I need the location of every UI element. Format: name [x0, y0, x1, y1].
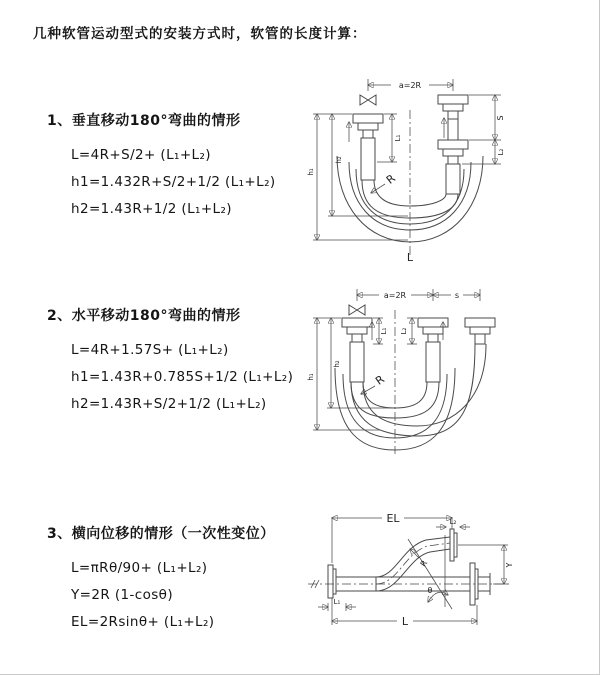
braided-hose-section — [350, 342, 364, 382]
radius-annotation — [361, 372, 387, 394]
left-flange-fitting — [342, 318, 372, 382]
dim-label-h1: h₁ — [307, 373, 315, 381]
dim-label-h2: h₂ — [335, 156, 343, 164]
dim-label-l1: L₁ — [394, 134, 402, 142]
dimension-el — [332, 512, 452, 563]
dimension-a2r — [357, 289, 433, 301]
hose-u-bend-curves — [335, 344, 486, 450]
dim-label-r: R — [383, 171, 398, 187]
braided-hose-section — [426, 342, 440, 382]
dim-label-y: Y — [505, 562, 514, 568]
dim-label-l2: L₂ — [497, 148, 505, 156]
formula-line: h1=1.432R+S/2+1/2 (L₁+L₂) — [71, 174, 276, 190]
dimension-y — [458, 545, 514, 584]
radius-annotation — [410, 549, 429, 568]
right-flange-fitting — [465, 318, 495, 344]
section-2-formulas — [47, 337, 293, 418]
dim-label-el: EL — [386, 512, 400, 525]
dim-label-l2: L₂ — [400, 327, 408, 335]
dimension-a2r — [368, 79, 453, 91]
dim-label-h2: h₂ — [333, 360, 341, 368]
dimension-h2 — [328, 114, 408, 216]
dim-label-r: R — [373, 372, 387, 388]
formula-line: h1=1.43R+0.785S+1/2 (L₁+L₂) — [71, 369, 294, 385]
dim-label-h1: h₁ — [307, 168, 315, 176]
valve-icon — [349, 305, 365, 315]
dim-label-l1: L₁ — [333, 598, 341, 606]
dimension-s — [433, 289, 480, 301]
formula-line: EL=2Rsinθ+ (L₁+L₂) — [71, 614, 215, 630]
dim-label-l2: L₂ — [449, 518, 457, 526]
braided-hose-section — [446, 164, 460, 194]
section-horizontal-motion — [47, 305, 293, 418]
section-2-heading: 2、水平移动180°弯曲的情形 — [47, 308, 241, 324]
formula-line: L=πRθ/90+ (L₁+L₂) — [71, 560, 208, 576]
diagram-horizontal-u-bend — [305, 282, 565, 462]
formula-line: h2=1.43R+S/2+1/2 (L₁+L₂) — [71, 396, 267, 412]
dim-label-s: s — [454, 291, 460, 300]
dimension-s — [469, 95, 505, 140]
diagram-vertical-u-bend — [305, 70, 545, 265]
dim-label-a2r: a=2R — [398, 81, 422, 90]
section-3-formulas — [47, 555, 275, 636]
formula-line: L=4R+1.57S+ (L₁+L₂) — [71, 342, 229, 358]
formula-line: L=4R+S/2+ (L₁+L₂) — [71, 147, 211, 163]
section-vertical-motion — [47, 110, 276, 223]
dim-label-a2r: a=2R — [383, 291, 407, 300]
displaced-end-flange — [450, 529, 457, 561]
section-1-formulas — [47, 142, 276, 223]
section-lateral-displacement — [47, 523, 275, 636]
dim-label-l: L — [401, 615, 409, 628]
left-flange-fitting — [328, 565, 376, 598]
dim-label-l: L — [406, 251, 414, 264]
valve-icon — [360, 95, 376, 105]
dimension-l1 — [318, 598, 356, 611]
dim-label-l1: L₁ — [380, 327, 388, 335]
dim-label-theta: θ — [427, 586, 433, 595]
middle-flange-fitting — [418, 318, 448, 382]
dim-label-s: S — [496, 115, 505, 121]
hose-s-curve — [376, 537, 450, 591]
formula-line: Y=2R (1-cosθ) — [71, 587, 173, 603]
left-flange-fitting — [353, 114, 383, 180]
section-3-heading: 3、横向位移的情形（一次性变位） — [47, 526, 275, 542]
dimension-l1 — [377, 114, 402, 162]
diagram-lateral-displacement — [300, 503, 590, 648]
braided-hose-section — [361, 138, 375, 180]
formula-line: h2=1.43R+1/2 (L₁+L₂) — [71, 201, 232, 217]
dimension-l1 — [373, 318, 388, 344]
dimension-l2 — [436, 518, 470, 527]
section-1-heading: 1、垂直移动180°弯曲的情形 — [47, 113, 241, 129]
dimension-l — [332, 598, 477, 628]
dim-label-r: R — [418, 558, 430, 569]
dimension-l2 — [400, 318, 417, 344]
page-title: 几种软管运动型式的安装方式时，软管的长度计算： — [33, 26, 367, 42]
